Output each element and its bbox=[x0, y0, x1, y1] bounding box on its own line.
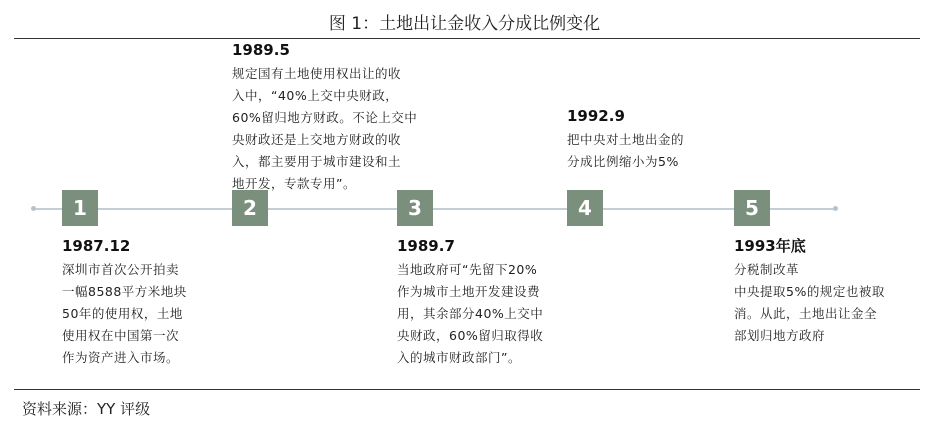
event-line: 央财政还是上交地方财政的收 bbox=[232, 132, 402, 147]
event-line: 地开发，专款专用”。 bbox=[232, 176, 356, 191]
timeline-marker-3: 3 bbox=[397, 190, 433, 226]
event-line: 消。从此，土地出让金全 bbox=[734, 306, 878, 321]
timeline-marker-2: 2 bbox=[232, 190, 268, 226]
event-description bbox=[232, 63, 462, 195]
event-line: 当地政府可“先留下20% bbox=[397, 262, 538, 277]
event-line: 央财政，60%留归取得收 bbox=[397, 328, 544, 343]
event-line: 60%留归地方财政。不论上交中 bbox=[232, 110, 418, 125]
timeline-marker-4: 4 bbox=[567, 190, 603, 226]
event-line: 一幅8588平方米地块 bbox=[62, 284, 187, 299]
event-1989-7 bbox=[397, 236, 587, 369]
event-line: 入中，“40%上交中央财政， bbox=[232, 88, 399, 103]
event-1989-5 bbox=[232, 40, 462, 195]
event-line: 用，其余部分40%上交中 bbox=[397, 306, 544, 321]
event-1992-9 bbox=[567, 106, 737, 173]
event-line: 部划归地方政府 bbox=[734, 328, 826, 343]
timeline-marker-5: 5 bbox=[734, 190, 770, 226]
event-line: 作为资产进入市场。 bbox=[62, 350, 180, 365]
figure-title: 图 1：土地出让金收入分成比例变化 bbox=[328, 14, 601, 34]
event-line: 规定国有土地使用权出让的收 bbox=[232, 66, 402, 81]
event-description bbox=[734, 259, 919, 347]
event-year: 1989.7 bbox=[397, 237, 455, 255]
event-line: 使用权在中国第一次 bbox=[62, 328, 180, 343]
event-line: 把中央对土地出金的 bbox=[567, 132, 685, 147]
source-note: 资料来源：YY 评级 bbox=[22, 400, 151, 418]
axis-start-dot bbox=[31, 206, 36, 211]
event-line: 中央提取5%的规定也被取 bbox=[734, 284, 885, 299]
timeline-axis bbox=[34, 208, 836, 210]
event-line: 50年的使用权，土地 bbox=[62, 306, 183, 321]
event-line: 分成比例缩小为5% bbox=[567, 154, 679, 169]
timeline-marker-1: 1 bbox=[62, 190, 98, 226]
event-year: 1987.12 bbox=[62, 237, 131, 255]
event-year: 1989.5 bbox=[232, 41, 290, 59]
event-description bbox=[62, 259, 237, 369]
event-1987-12 bbox=[62, 236, 237, 369]
bottom-rule bbox=[14, 389, 920, 390]
event-description bbox=[397, 259, 587, 369]
event-line: 作为城市土地开发建设费 bbox=[397, 284, 541, 299]
top-rule bbox=[14, 38, 920, 39]
event-line: 深圳市首次公开拍卖 bbox=[62, 262, 180, 277]
event-line: 入，都主要用于城市建设和土 bbox=[232, 154, 402, 169]
event-line: 分税制改革 bbox=[734, 262, 800, 277]
event-year: 1993年底 bbox=[734, 237, 806, 255]
axis-end-dot bbox=[833, 206, 838, 211]
event-line: 入的城市财政部门”。 bbox=[397, 350, 521, 365]
event-year: 1992.9 bbox=[567, 107, 625, 125]
event-description bbox=[567, 129, 737, 173]
event-1993-end bbox=[734, 236, 919, 347]
